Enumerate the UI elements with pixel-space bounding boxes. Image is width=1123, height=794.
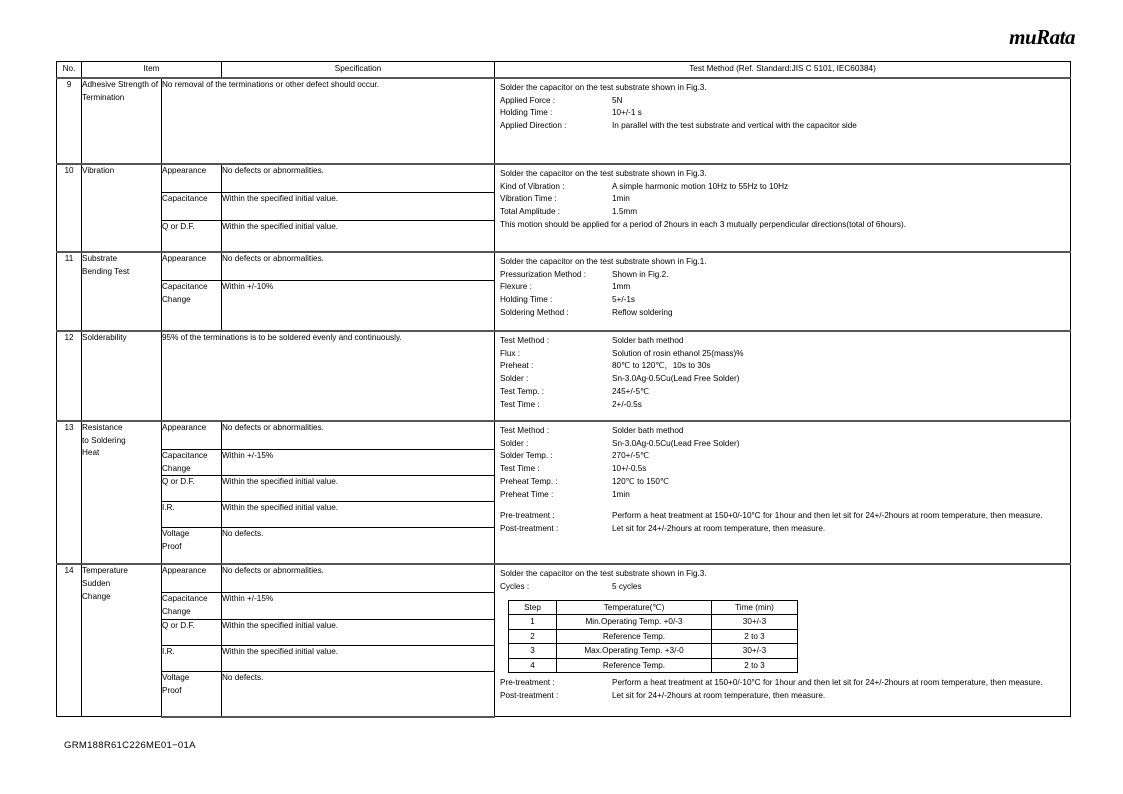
test-method-intro: Solder the capacitor on the test substrate shown in Fig.3. <box>500 569 707 579</box>
text-line: Change <box>162 463 191 473</box>
test-method-pair <box>500 206 1066 219</box>
test-method-label: Preheat Temp. : <box>500 476 558 486</box>
test-method-pair <box>500 463 1066 476</box>
step-table-row <box>509 658 798 672</box>
test-method-intro: Solder the capacitor on the test substrate shown in Fig.3. <box>500 83 707 92</box>
test-method-label: Total Amplitude : <box>500 207 561 217</box>
row-number: 13 <box>57 421 82 564</box>
treatment-label: Pre-treatment : <box>500 678 555 688</box>
test-method-label: Holding Time : <box>500 295 553 305</box>
row-specification: Within the specified initial value. <box>222 221 495 253</box>
test-method-pair <box>500 476 1066 489</box>
treatment-pair <box>500 510 1066 523</box>
table-row <box>57 564 1071 593</box>
row-specification: No defects or abnormalities. <box>222 564 495 593</box>
text-line: Capacitance <box>162 594 208 604</box>
text-line: Adhesive Strength of <box>82 80 159 89</box>
murata-logo-text: muRata <box>1009 25 1075 49</box>
row-specification: No defects or abnormalities. <box>222 252 495 281</box>
test-method-pair <box>500 335 1066 348</box>
row-subitem <box>162 476 222 502</box>
text-line: Q or D.F. <box>162 222 195 231</box>
row-item <box>82 78 162 164</box>
test-method-value: Sn-3.0Ag-0.5Cu(Lead Free Solder) <box>612 438 740 448</box>
test-method-pair <box>500 373 1066 386</box>
test-method-content <box>495 332 1070 415</box>
test-method-value: Solution of rosin ethanol 25(mass)% <box>612 348 744 358</box>
text-line: Sudden <box>82 579 111 589</box>
text-line: Change <box>162 294 191 304</box>
test-method-value: 1.5mm <box>612 207 638 217</box>
row-specification: Within the specified initial value. <box>222 193 495 221</box>
treatment-pair <box>500 677 1066 690</box>
row-number: 14 <box>57 564 82 716</box>
row-specification: No defects or abnormalities. <box>222 164 495 193</box>
row-specification: No defects. <box>222 671 495 717</box>
step-table-header-cell: Temperature(℃) <box>557 600 712 614</box>
test-method-pair <box>500 181 1066 194</box>
row-specification: Within the specified initial value. <box>222 502 495 528</box>
step-table-cell: 4 <box>509 658 557 672</box>
step-table-cell: 2 to 3 <box>712 658 798 672</box>
test-method-label: Test Temp. : <box>500 386 544 396</box>
row-subitem <box>162 593 222 619</box>
test-method-pair <box>500 95 1066 108</box>
table-row <box>57 78 1071 164</box>
test-method-value: Solder bath method <box>612 336 684 345</box>
row-subitem <box>162 281 222 332</box>
table-row <box>57 421 1071 450</box>
test-method-content <box>495 79 1070 137</box>
text-line: I.R. <box>162 503 175 513</box>
treatment-label: Post-treatment : <box>500 690 559 700</box>
test-method-value: 5N <box>612 95 623 105</box>
murata-logo <box>1009 27 1075 48</box>
row-subitem <box>162 164 222 193</box>
row-specification: No removal of the terminations or other defect should occur. <box>162 78 495 164</box>
test-method-value: 5 cycles <box>612 582 642 592</box>
row-specification: No defects or abnormalities. <box>222 421 495 450</box>
test-method-label: Soldering Method : <box>500 307 569 317</box>
test-method-value: 2+/-0.5s <box>612 399 642 409</box>
row-number: 9 <box>57 78 82 164</box>
test-method-label: Solder : <box>500 374 529 384</box>
test-method-pair <box>500 450 1066 463</box>
test-method-value: 270+/-5℃ <box>612 451 650 461</box>
text-line: Substrate <box>82 254 118 263</box>
test-method-label: Solder Temp. : <box>500 451 553 461</box>
test-method-label: Test Time : <box>500 399 540 409</box>
treatment-label: Post-treatment : <box>500 523 559 533</box>
row-item <box>82 252 162 331</box>
table-header-row <box>57 62 1071 79</box>
test-method-value: 1min <box>612 194 630 204</box>
text-line: Q or D.F. <box>162 620 195 630</box>
table-body <box>57 78 1071 717</box>
treatment-value: Perform a heat treatment at 150+0/-10°C for 1hour and then let sit for 24+/-2hours at room temperature, then measure. <box>612 511 1043 521</box>
text-line: Appearance <box>162 166 207 175</box>
step-table-header-row <box>509 600 798 614</box>
treatment-value: Let sit for 24+/-2hours at room temperature, then measure. <box>612 523 826 533</box>
test-method-label: Solder : <box>500 438 529 448</box>
row-test-method <box>495 331 1071 421</box>
test-method-content <box>495 422 1070 540</box>
table-row <box>57 252 1071 281</box>
table-row <box>57 164 1071 193</box>
step-table-header-cell: Step <box>509 600 557 614</box>
test-method-pair <box>500 107 1066 120</box>
treatment-value: Let sit for 24+/-2hours at room temperature, then measure. <box>612 690 826 700</box>
test-method-label: Preheat Time : <box>500 489 554 499</box>
text-line: Bending Test <box>82 266 130 276</box>
row-test-method <box>495 421 1071 564</box>
test-method-pair <box>500 269 1066 282</box>
text-line: Proof <box>162 685 182 695</box>
test-method-value: In parallel with the test substrate and vertical with the capacitor side <box>612 121 857 131</box>
text-line: Voltage <box>162 529 190 539</box>
text-line: Capacitance <box>162 194 208 203</box>
step-table-cell: 30+/-3 <box>712 644 798 658</box>
row-number: 10 <box>57 164 82 252</box>
row-item <box>82 564 162 716</box>
test-method-value: 5+/-1s <box>612 295 635 305</box>
test-method-pair <box>500 360 1066 373</box>
row-test-method <box>495 252 1071 331</box>
text-line: Proof <box>162 542 182 552</box>
text-line: Heat <box>82 448 100 458</box>
row-subitem <box>162 193 222 221</box>
step-table-header-cell: Time (min) <box>712 600 798 614</box>
treatment-label: Pre-treatment : <box>500 511 555 521</box>
test-method-pair <box>500 193 1066 206</box>
test-method-label: Kind of Vibration : <box>500 181 565 191</box>
row-specification: Within the specified initial value. <box>222 476 495 502</box>
step-table-cell: 2 <box>509 629 557 643</box>
test-method-pair <box>500 399 1066 412</box>
text-line: Capacitance <box>162 451 208 460</box>
row-test-method <box>495 164 1071 252</box>
text-line: Termination <box>82 92 125 102</box>
row-subitem <box>162 421 222 450</box>
test-method-value: Reflow soldering <box>612 307 673 317</box>
test-method-label: Flexure : <box>500 282 532 292</box>
test-method-label: Holding Time : <box>500 108 553 118</box>
step-table-row <box>509 629 798 643</box>
text-line: Vibration <box>82 166 115 175</box>
row-subitem <box>162 450 222 476</box>
spacer <box>500 501 1066 510</box>
row-subitem <box>162 252 222 281</box>
treatment-pair <box>500 690 1066 703</box>
test-method-label: Vibration Time : <box>500 194 557 204</box>
row-item <box>82 331 162 421</box>
test-method-content <box>495 253 1070 324</box>
test-method-value: 10+/-0.5s <box>612 464 647 474</box>
test-method-pair <box>500 294 1066 307</box>
row-specification: Within the specified initial value. <box>222 619 495 645</box>
row-number: 11 <box>57 252 82 331</box>
treatment-pair <box>500 523 1066 536</box>
step-table-cell: Reference Temp. <box>557 658 712 672</box>
row-specification: Within the specified initial value. <box>222 645 495 671</box>
step-table-cell: 30+/-3 <box>712 615 798 629</box>
test-method-content <box>495 165 1070 236</box>
text-line: to Soldering <box>82 435 126 445</box>
row-subitem <box>162 221 222 253</box>
table-row <box>57 331 1071 421</box>
row-subitem <box>162 528 222 565</box>
table-header <box>57 62 1071 79</box>
test-method-value: 1min <box>612 489 630 499</box>
step-table-cell: 2 to 3 <box>712 629 798 643</box>
test-method-label: Cycles : <box>500 582 530 592</box>
step-table-row <box>509 615 798 629</box>
test-method-pair <box>500 120 1066 133</box>
header-no: No. <box>57 62 82 79</box>
test-method-label: Applied Direction : <box>500 121 567 131</box>
text-line: I.R. <box>162 646 175 656</box>
row-specification: Within +/-15% <box>222 450 495 476</box>
treatment-value: Perform a heat treatment at 150+0/-10°C for 1hour and then let sit for 24+/-2hours at room temperature, then measure. <box>612 678 1043 688</box>
step-table-cell: Reference Temp. <box>557 629 712 643</box>
row-subitem <box>162 564 222 593</box>
row-subitem <box>162 671 222 717</box>
test-method-label: Flux : <box>500 348 521 358</box>
text-line: Appearance <box>162 423 207 432</box>
text-line: Solderability <box>82 333 127 342</box>
test-method-label: Test Method : <box>500 426 550 435</box>
test-method-pair <box>500 281 1066 294</box>
row-subitem <box>162 619 222 645</box>
test-method-value: 80℃ to 120℃，10s to 30s <box>612 361 711 371</box>
test-method-value: 10+/-1 s <box>612 108 642 118</box>
row-subitem <box>162 502 222 528</box>
test-method-pair <box>500 581 1066 594</box>
text-line: Voltage <box>162 672 190 682</box>
header-test-method: Test Method (Ref. Standard:JIS C 5101, IEC60384) <box>495 62 1071 79</box>
test-method-value: A simple harmonic motion 10Hz to 55Hz to 10Hz <box>612 181 789 191</box>
test-method-content <box>495 565 1070 706</box>
test-method-label: Preheat : <box>500 361 534 371</box>
test-method-value: Solder bath method <box>612 426 684 435</box>
step-table-cell: Min.Operating Temp. +0/-3 <box>557 615 712 629</box>
header-specification: Specification <box>222 62 495 79</box>
step-table-cell: 1 <box>509 615 557 629</box>
row-specification: Within +/-15% <box>222 593 495 619</box>
test-method-intro: Solder the capacitor on the test substrate shown in Fig.1. <box>500 257 707 266</box>
text-line: Temperature <box>82 566 128 576</box>
test-method-value: 1mm <box>612 282 631 292</box>
text-line: Change <box>82 591 111 601</box>
footer-part-number: GRM188R61C226ME01−01A <box>64 740 196 751</box>
test-method-value: 120℃ to 150℃ <box>612 476 670 486</box>
test-method-value: 245+/-5℃ <box>612 386 650 396</box>
text-line: Resistance <box>82 423 123 432</box>
test-method-label: Applied Force : <box>500 95 556 105</box>
header-item: Item <box>82 62 222 79</box>
step-table-cell: Max.Operating Temp. +3/-0 <box>557 644 712 658</box>
row-test-method <box>495 78 1071 164</box>
test-method-value: Shown in Fig.2. <box>612 269 669 279</box>
row-specification: Within +/-10% <box>222 281 495 332</box>
test-method-pair <box>500 489 1066 502</box>
text-line: Appearance <box>162 566 207 576</box>
test-method-outro: This motion should be applied for a period of 2hours in each 3 mutually perpendicular directions(total of 6hours). <box>500 219 906 229</box>
text-line: Change <box>162 607 191 617</box>
test-method-pair <box>500 307 1066 320</box>
row-test-method <box>495 564 1071 716</box>
text-line: Appearance <box>162 254 207 263</box>
row-item <box>82 164 162 252</box>
text-line: Capacitance <box>162 282 208 291</box>
row-subitem <box>162 645 222 671</box>
test-method-label: Test Method : <box>500 336 550 345</box>
test-method-pair <box>500 438 1066 451</box>
step-table-cell: 3 <box>509 644 557 658</box>
row-specification: 95% of the terminations is to be soldered evenly and continuously. <box>162 331 495 421</box>
test-method-intro: Solder the capacitor on the test substrate shown in Fig.3. <box>500 169 707 178</box>
test-method-pair <box>500 386 1066 399</box>
row-specification: No defects. <box>222 528 495 565</box>
test-method-pair <box>500 425 1066 438</box>
temperature-step-table <box>508 600 798 673</box>
row-number: 12 <box>57 331 82 421</box>
test-method-label: Test Time : <box>500 464 540 474</box>
test-method-pair <box>500 348 1066 361</box>
text-line: Q or D.F. <box>162 477 195 487</box>
test-method-value: Sn-3.0Ag-0.5Cu(Lead Free Solder) <box>612 374 740 384</box>
test-method-label: Pressurization Method : <box>500 269 587 279</box>
row-item <box>82 421 162 564</box>
step-table-row <box>509 644 798 658</box>
specification-table <box>56 61 1071 718</box>
